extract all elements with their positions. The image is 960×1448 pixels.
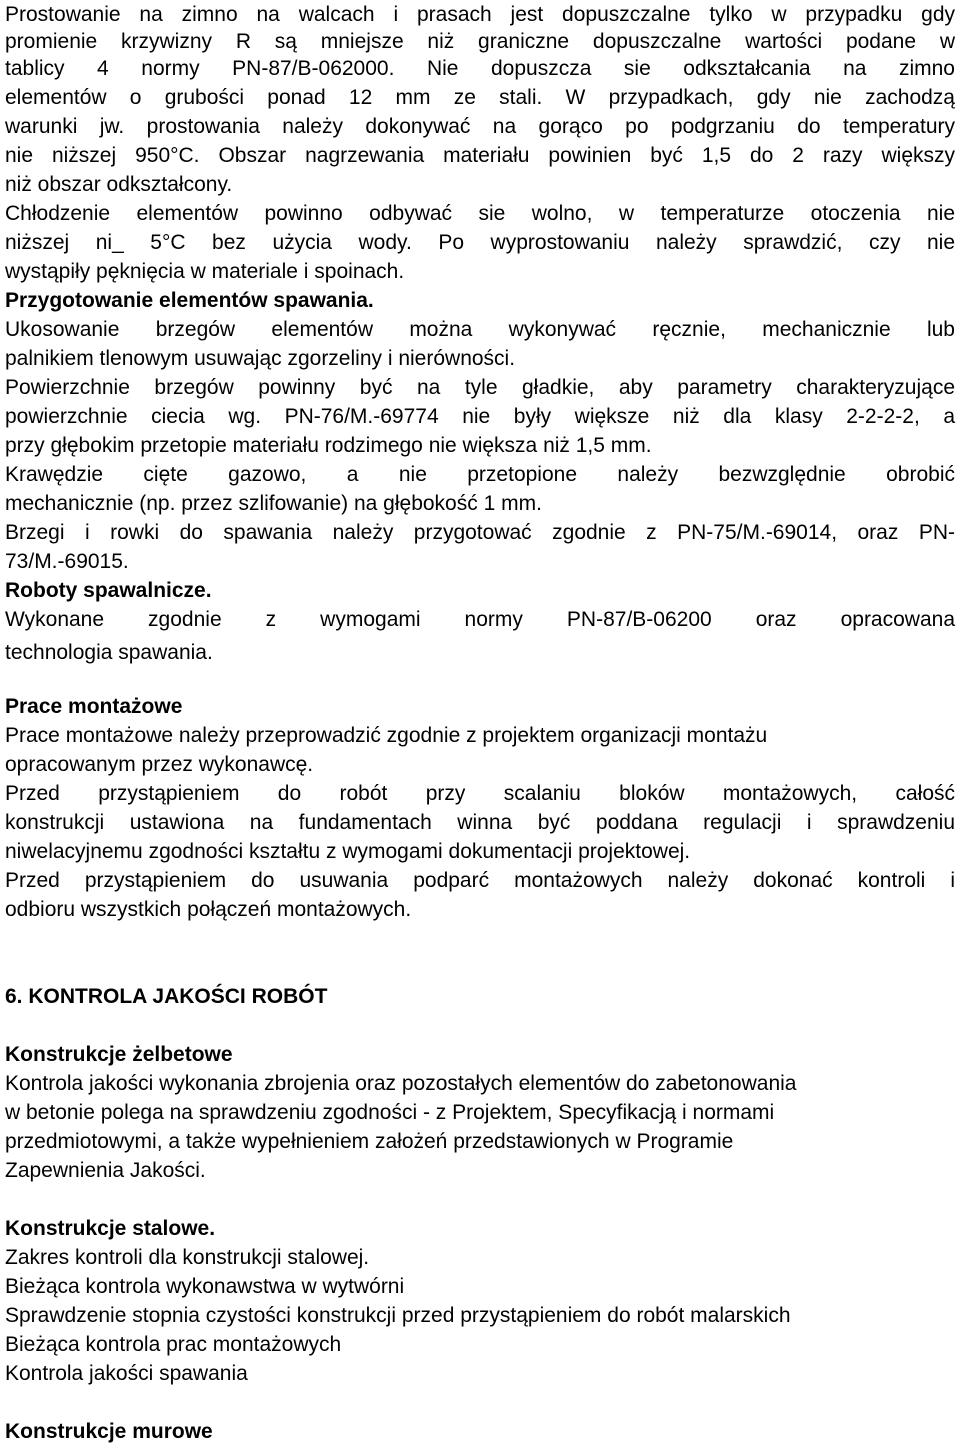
text-line: Bieżąca kontrola wykonawstwa w wytwórni (5, 1275, 405, 1298)
section-heading: Roboty spawalnicze. (5, 579, 212, 602)
text-line: Ukosowanie brzegów elementów można wykonywać ręcznie, mechanicznie lub (5, 318, 955, 341)
text-line: niższej ni_ 5°C bez użycia wody. Po wyprostowaniu należy sprawdzić, czy nie (5, 231, 955, 254)
text-line: nie niższej 950°C. Obszar nagrzewania materiału powinien być 1,5 do 2 razy większy (5, 144, 955, 167)
text-line: Zapewnienia Jakości. (5, 1159, 206, 1182)
text-line: odbioru wszystkich połączeń montażowych. (5, 898, 412, 921)
section-heading: 6. KONTROLA JAKOŚCI ROBÓT (5, 985, 328, 1008)
text-line: Prostowanie na zimno na walcach i prasach jest dopuszczalne tylko w przypadku gdy (5, 3, 955, 26)
text-line: Wykonane zgodnie z wymogami normy PN-87/B-06200 oraz opracowana (5, 608, 955, 631)
text-line: niwelacyjnemu zgodności kształtu z wymogami dokumentacji projektowej. (5, 840, 691, 863)
text-line: wystąpiły pęknięcia w materiale i spoinach. (5, 260, 405, 283)
text-line: w betonie polega na sprawdzeniu zgodności - z Projektem, Specyfikacją i normami (5, 1101, 775, 1124)
section-heading: Konstrukcje stalowe. (5, 1217, 216, 1240)
text-line: przy głębokim przetopie materiału rodzimego nie większa niż 1,5 mm. (5, 434, 652, 457)
text-line: Powierzchnie brzegów powinny być na tyle gładkie, aby parametry charakteryzujące (5, 376, 955, 399)
text-line: mechanicznie (np. przez szlifowanie) na głębokość 1 mm. (5, 492, 542, 515)
section-heading: Prace montażowe (5, 695, 183, 718)
text-line: Zakres kontroli dla konstrukcji stalowej. (5, 1246, 370, 1269)
text-line: Chłodzenie elementów powinno odbywać sie wolno, w temperaturze otoczenia nie (5, 202, 955, 225)
text-line: Prace montażowe należy przeprowadzić zgodnie z projektem organizacji montażu (5, 724, 768, 747)
text-line: niż obszar odkształcony. (5, 173, 233, 196)
text-line: 73/M.-69015. (5, 550, 129, 573)
text-line: Brzegi i rowki do spawania należy przygotować zgodnie z PN-75/M.-69014, oraz PN- (5, 521, 955, 544)
text-line: Krawędzie cięte gazowo, a nie przetopione należy bezwzględnie obrobić (5, 463, 955, 486)
text-line: opracowanym przez wykonawcę. (5, 753, 314, 776)
text-line: Przed przystąpieniem do usuwania podparć montażowych należy dokonać kontroli i (5, 869, 955, 892)
text-line: Kontrola jakości spawania (5, 1362, 248, 1385)
section-heading: Konstrukcje żelbetowe (5, 1043, 233, 1066)
text-line: powierzchnie ciecia wg. PN-76/M.-69774 nie były większe niż dla klasy 2-2-2-2, a (5, 405, 955, 428)
text-line: promienie krzywizny R są mniejsze niż graniczne dopuszczalne wartości podane w (5, 30, 955, 53)
text-line: Sprawdzenie stopnia czystości konstrukcji przed przystąpieniem do robót malarskich (5, 1304, 791, 1327)
section-heading: Konstrukcje murowe (5, 1420, 213, 1443)
text-line: Kontrola jakości wykonania zbrojenia oraz pozostałych elementów do zabetonowania (5, 1072, 797, 1095)
text-line: palnikiem tlenowym usuwając zgorzeliny i nierówności. (5, 347, 516, 370)
text-line: elementów o grubości ponad 12 mm ze stali. W przypadkach, gdy nie zachodzą (5, 86, 955, 109)
text-line: tablicy 4 normy PN-87/B-062000. Nie dopuszcza sie odkształcania na zimno (5, 57, 955, 80)
text-line: Bieżąca kontrola prac montażowych (5, 1333, 342, 1356)
text-line: Przed przystąpieniem do robót przy scalaniu bloków montażowych, całość (5, 782, 955, 805)
text-line: warunki jw. prostowania należy dokonywać na gorąco po podgrzaniu do temperatury (5, 115, 955, 138)
text-line: konstrukcji ustawiona na fundamentach winna być poddana regulacji i sprawdzeniu (5, 811, 955, 834)
text-line: technologia spawania. (5, 641, 213, 664)
section-heading: Przygotowanie elementów spawania. (5, 289, 374, 312)
text-line: przedmiotowymi, a także wypełnieniem założeń przedstawionych w Programie (5, 1130, 734, 1153)
